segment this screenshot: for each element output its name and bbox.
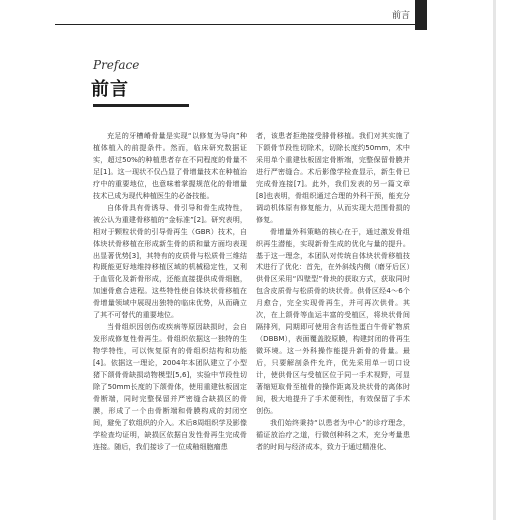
- paragraph: 自体骨具有骨诱导、骨引导和骨生成特性，被公认为重建骨移植的“金标准”[2]。研究表明，相对于颗粒状骨的引导骨再生（GBR）技术，自体块状骨移植在形成新生骨的质和量方面均表现出显著优势[3]，其特有的皮质骨与松质骨三维结构既能更好地维持移植区域的机械稳定性，又利于血管化及新骨形成，还能直接提供成骨细胞，加速骨愈合进程。这些特性使自体块状骨移植在骨增量领域中展现出独特的临床优势，从而确立了其不可替代的重要地位。: [93, 202, 247, 320]
- page-edge-shadow: [493, 0, 496, 520]
- header-rule: [55, 24, 420, 25]
- paragraph: 骨增量外科策略的核心在于，通过激发骨组织再生潜能，实现新骨生成的优化与量的提升。基于这一理念，本团队对传统自体块状骨移植技术进行了优化：首先，在外斜线内侧（磨牙后区）供骨区采用“四壁型”骨块的获取方式，获取同时包含皮质骨与松质骨的块状骨。供骨区经4～6个月愈合，完全实现骨再生，并可再次供骨。其次，在上颌骨等血运丰富的受植区，将块状骨间隔排列，同期即可使用含有活性蛋白牛骨矿物质（DBBM），表面覆盖胶原膜，构建封闭的骨再生微环境。这一外科操作能提升新骨的骨量。最后，只要解剖条件允许，优先采用单一切口设计，使供骨区与受植区位于同一手术视野，可显著缩短取骨至植骨的操作距离及块状骨的离体时间，极大地提升了手术便利性，有效保留了手术创伤。: [256, 226, 410, 415]
- title-chinese: 前言: [91, 79, 129, 100]
- right-column: [256, 130, 410, 453]
- title-english: Preface: [93, 58, 140, 72]
- title-underline: [93, 104, 189, 107]
- paragraph: 当骨组织因创伤或疾病等原因缺损时，会自发形成修复性骨再生。骨组织依据这一独特的生物学特性，可以恢复原有的骨组织结构和功能[4]。依据这一理论，2004年本团队建立了小型猪下颌骨骨缺损动物模型[5,6]，实验中节段性切除了50mm长度的下颌骨体，使用重建钛板固定骨断端，同时完整保留并严密缝合缺损区的骨膜，形成了一个由骨断端和骨膜构成的封闭空间，避免了软组织的介入。术后8周组织学及影像学检查均证明，缺损区依据自发性骨再生完成骨连接。随后，我们接诊了一位成釉细胞瘤患: [93, 322, 247, 451]
- paragraph: 充足的牙槽嵴骨量是实现“以修复为导向”种植体植入的前提条件。然而，临床研究数据证实，超过50%的种植患者存在不同程度的骨量不足[1]。这一现状不仅凸显了骨增量技术在种植治疗中的重要地位，也意味着掌握规范化的骨增量技术已成为现代种植医生的必备技能。: [93, 131, 247, 200]
- paragraph: 我们始终秉持“以患者为中心”的诊疗理念，循证放治疗之道，行微创种科之术，充分考量患者的时间与经济成本，致力于通过精准化、: [256, 417, 410, 451]
- running-header: 前言: [392, 11, 411, 21]
- header-tab-marker: [415, 0, 427, 30]
- paragraph: 者，该患者拒绝接受腓骨移植。我们对其实施了下颌骨节段性切除术，切除长度约50mm，术中采用单个重建钛板固定骨断端，完整保留骨膜并进行严密缝合。术后影像学检查显示，新生骨已完成骨连接[7]。此外，我们发表的另一篇文章[8]也表明，骨组织通过合理的外科干预，能充分调动机体原有修复能力，从而实现大范围骨损的修复。: [256, 131, 410, 224]
- left-column: [93, 130, 247, 453]
